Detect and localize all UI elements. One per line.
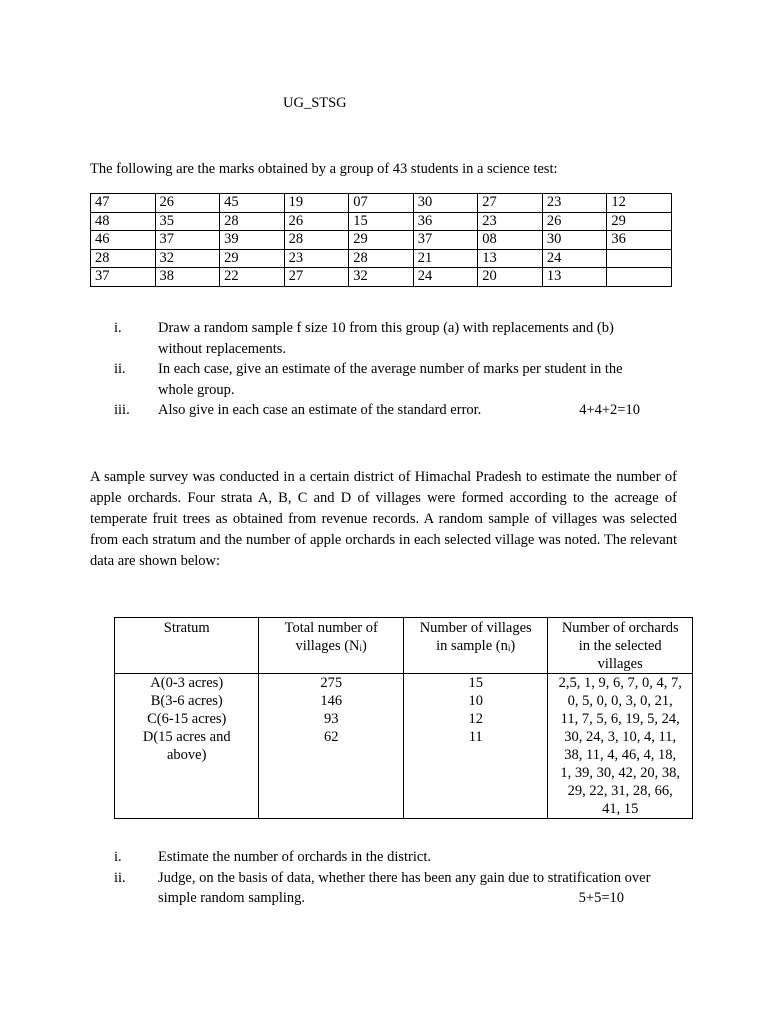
list-item-text: whole group.	[158, 381, 235, 398]
header-label: villages (N	[295, 638, 360, 654]
list-item-line	[90, 380, 680, 401]
header-label: in the selected	[578, 638, 662, 654]
orchards-line: 1, 39, 30, 42, 20, 38,	[560, 765, 681, 781]
marks-cell: 36	[413, 212, 478, 231]
marks-cell: 39	[220, 231, 285, 250]
marks-cell: 20	[478, 268, 543, 287]
orchards-line: 41, 15	[602, 801, 639, 817]
total-entry: 275	[320, 675, 343, 691]
orchards-line: 11, 7, 5, 6, 19, 5, 24,	[560, 711, 680, 727]
list-item-line	[90, 888, 680, 909]
marks-cell: 12	[607, 194, 672, 213]
marks-cell: 19	[284, 194, 349, 213]
marks-cell: 28	[91, 249, 156, 268]
marks-allocation: 4+4+2=10	[579, 402, 640, 418]
marks-cell: 28	[220, 212, 285, 231]
header-subscript: i	[507, 643, 511, 653]
header-label: )	[362, 638, 367, 654]
list-item-text: Judge, on the basis of data, whether there has been any gain due to stratification over	[158, 869, 651, 886]
header-sample-villages	[403, 618, 548, 674]
stratum-entry: C(6-15 acres)	[147, 711, 227, 727]
total-entry: 62	[323, 729, 339, 745]
question-1-parts	[90, 318, 680, 421]
marks-cell: 47	[91, 194, 156, 213]
marks-cell: 30	[413, 194, 478, 213]
question-1-intro: The following are the marks obtained by a group of 43 students in a science test:	[90, 161, 558, 177]
marks-cell: 24	[413, 268, 478, 287]
orchards-line: 29, 22, 31, 28, 66,	[567, 783, 673, 799]
orchards-line: 0, 5, 0, 0, 3, 0, 21,	[567, 693, 673, 709]
marks-cell: 37	[91, 268, 156, 287]
marks-cell: 48	[91, 212, 156, 231]
header-stratum	[115, 618, 259, 674]
marks-cell: 28	[349, 249, 414, 268]
marks-table	[90, 193, 672, 287]
marks-row	[91, 231, 672, 250]
list-numeral: i.	[114, 849, 122, 865]
marks-cell: 23	[542, 194, 607, 213]
marks-cell: 26	[542, 212, 607, 231]
list-item-text: without replacements.	[158, 340, 287, 357]
marks-cell: 29	[607, 212, 672, 231]
header-label: in sample (n	[436, 638, 508, 654]
marks-cell: 23	[478, 212, 543, 231]
question-2-parts	[90, 847, 680, 909]
marks-cell: 22	[220, 268, 285, 287]
header-label: Number of villages	[419, 620, 532, 636]
sample-entry: 11	[468, 729, 483, 745]
marks-cell: 30	[542, 231, 607, 250]
paper-code: UG_STSG	[283, 95, 347, 111]
marks-cell: 08	[478, 231, 543, 250]
marks-cell: 28	[284, 231, 349, 250]
header-subscript: i	[359, 643, 363, 653]
strata-table	[114, 617, 693, 819]
marks-cell: 13	[478, 249, 543, 268]
header-total-villages	[259, 618, 403, 674]
orchards-line: 2,5, 1, 9, 6, 7, 0, 4, 7,	[558, 675, 682, 691]
marks-row	[91, 212, 672, 231]
marks-cell: 13	[542, 268, 607, 287]
list-item-text: Estimate the number of orchards in the district.	[158, 849, 432, 865]
header-label: )	[510, 638, 516, 654]
stratum-entry: B(3-6 acres)	[150, 693, 223, 709]
list-item-text: Also give in each case an estimate of the standard error.	[158, 402, 482, 418]
sample-entry: 15	[468, 675, 483, 691]
stratum-entry: D(15 acres and	[142, 729, 231, 745]
total-entry: 93	[323, 711, 339, 727]
marks-cell: 27	[478, 194, 543, 213]
marks-cell: 32	[349, 268, 414, 287]
marks-cell: 27	[284, 268, 349, 287]
list-numeral: ii.	[114, 869, 126, 886]
list-item-line	[90, 400, 680, 421]
list-item-line	[90, 339, 680, 360]
marks-cell: 29	[349, 231, 414, 250]
orchards-line: 38, 11, 4, 46, 4, 18,	[564, 747, 677, 763]
list-item-line	[90, 359, 680, 380]
total-villages-column	[259, 674, 403, 819]
marks-row	[91, 268, 672, 287]
header-label: Total number of	[284, 620, 378, 636]
stratum-entry: above)	[167, 747, 207, 763]
header-label: Number of orchards	[561, 620, 679, 636]
stratum-entry: A(0-3 acres)	[150, 675, 224, 691]
marks-cell: 07	[349, 194, 414, 213]
marks-cell: 36	[607, 231, 672, 250]
strata-column	[115, 674, 259, 819]
list-item-text: In each case, give an estimate of the average number of marks per student in the	[158, 361, 623, 377]
list-item-line	[90, 847, 680, 868]
list-numeral: iii.	[114, 402, 130, 418]
marks-cell: 29	[220, 249, 285, 268]
marks-cell: 46	[91, 231, 156, 250]
question-2-paragraph: A sample survey was conducted in a certain district of Himachal Pradesh to estimate the number of apple orchards. Four strata A, B, C and D of villages were formed according to the acreage of temperate fruit trees as obtained from revenue records. A random sample of villages was selected from each stratum and the number of apple orchards in each selected village was noted. The relevant data are shown below:	[90, 469, 677, 569]
marks-cell: 21	[413, 249, 478, 268]
orchards-line: 30, 24, 3, 10, 4, 11,	[564, 729, 677, 745]
marks-cell: 37	[413, 231, 478, 250]
marks-cell	[607, 249, 672, 268]
sample-entry: 10	[468, 693, 483, 709]
header-stratum-label: Stratum	[163, 620, 210, 636]
marks-row	[91, 194, 672, 213]
marks-cell: 15	[349, 212, 414, 231]
marks-allocation: 5+5=10	[578, 890, 624, 906]
marks-cell	[607, 268, 672, 287]
marks-row	[91, 249, 672, 268]
marks-cell: 26	[155, 194, 220, 213]
marks-cell: 38	[155, 268, 220, 287]
marks-cell: 23	[284, 249, 349, 268]
list-numeral: ii.	[114, 361, 126, 377]
marks-cell: 37	[155, 231, 220, 250]
list-item-text: Draw a random sample f size 10 from this group (a) with replacements and (b)	[158, 320, 614, 336]
list-numeral: i.	[114, 320, 122, 336]
marks-cell: 26	[284, 212, 349, 231]
list-item-line	[90, 318, 680, 339]
marks-cell: 45	[220, 194, 285, 213]
marks-cell: 35	[155, 212, 220, 231]
list-item-text: simple random sampling.	[158, 890, 305, 906]
header-orchards	[548, 618, 693, 674]
orchards-column	[548, 674, 693, 819]
total-entry: 146	[320, 693, 343, 709]
header-label: villages	[597, 656, 643, 672]
sample-villages-column	[403, 674, 548, 819]
sample-entry: 12	[468, 711, 483, 727]
strata-table-header	[115, 618, 693, 674]
marks-cell: 24	[542, 249, 607, 268]
list-item-line	[90, 868, 680, 889]
marks-cell: 32	[155, 249, 220, 268]
strata-table-body	[115, 674, 693, 819]
